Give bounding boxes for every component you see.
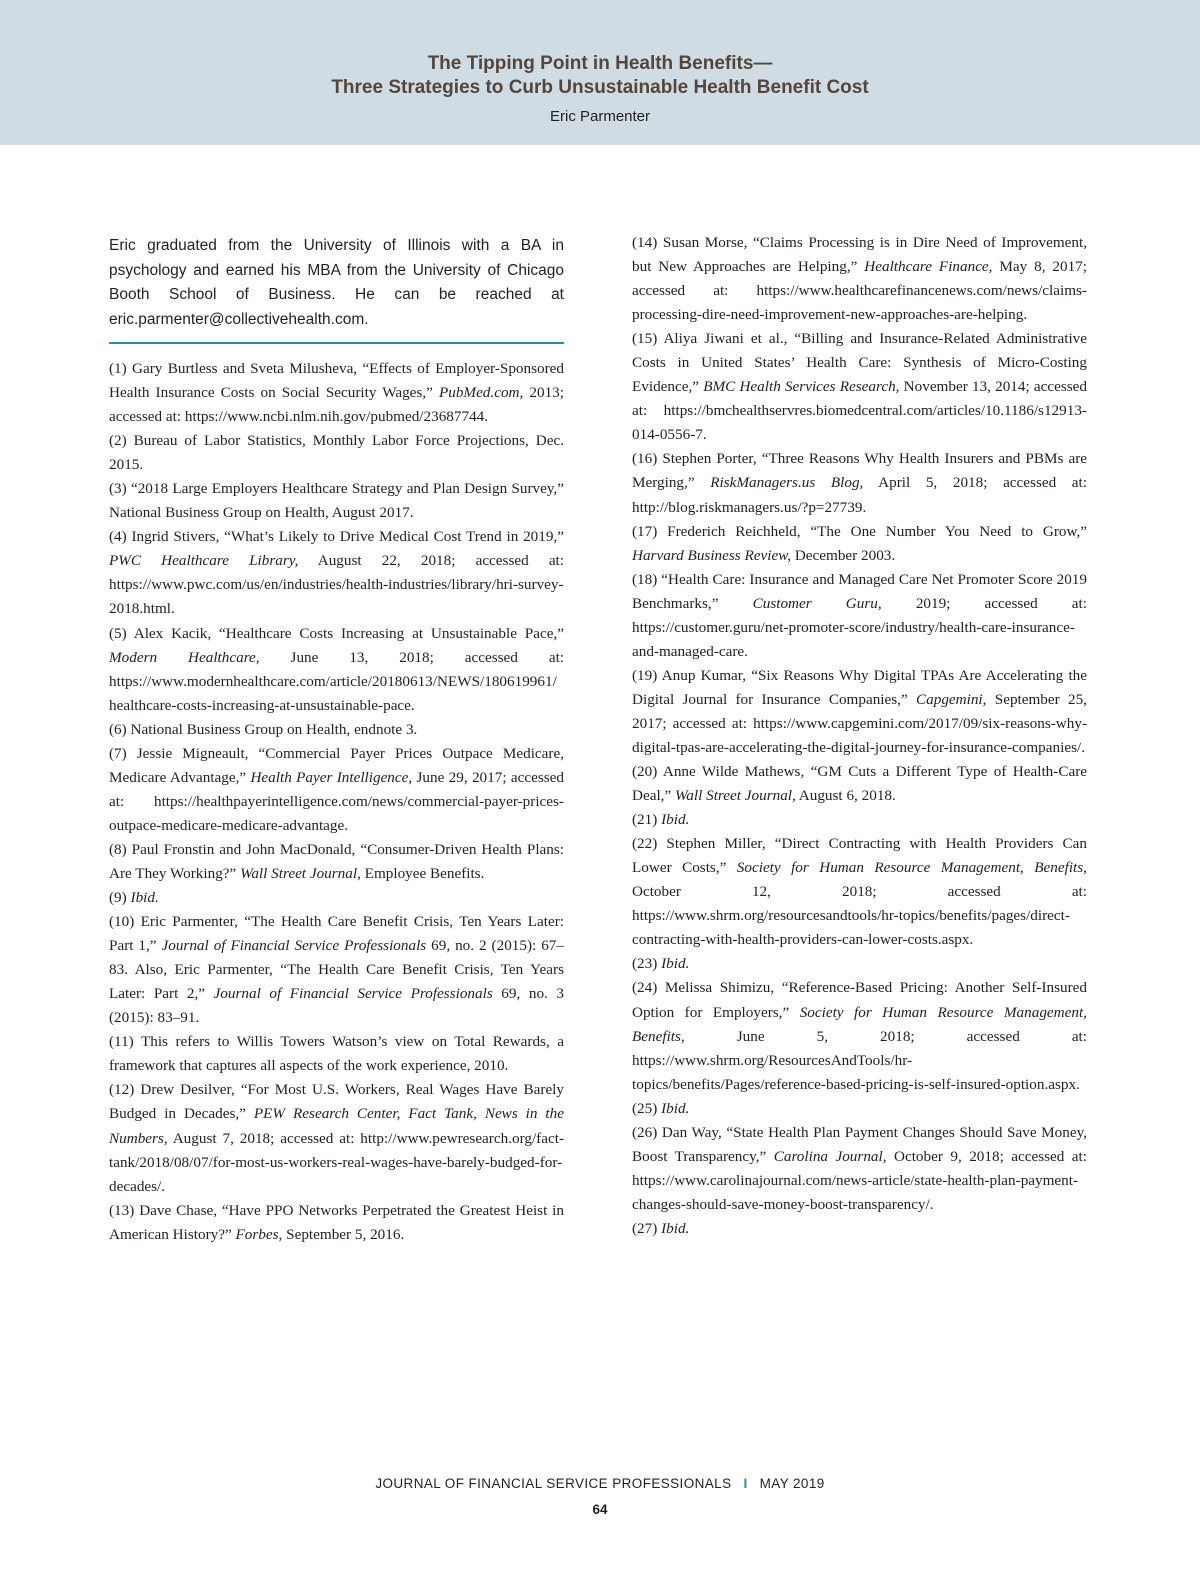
endnote: (10) Eric Parmenter, “The Health Care Benefit Crisis, Ten Years Later: Part 1,” Journal of Financial Service Professionals 69, no. 2 (2015): 67–83. Also, Eric Parmenter, “The Health Care Benefit Crisis, Ten Years Later: Part 2,” Journal of Financial Service Professionals 69, no. 3 (2015): 83–91. [109,913,564,1027]
endnote: (1) Gary Burtless and Sveta Milusheva, “Effects of Employer-Sponsored Health Insurance Costs on Social Security Wages,” PubMed.com, 2013; accessed at: https://www.ncbi.nlm.nih.gov/pubmed/23687744. [109,360,564,426]
endnote: (24) Melissa Shimizu, “Reference-Based Pricing: Another Self-Insured Option for Employers,” Society for Human Resource Management, Benefits, June 5, 2018; accessed at: https://www.shrm.org/ResourcesAndTools/hr-topics/benefits/Pages/reference-based-pricing-is-self-insured-option.aspx. [632,979,1087,1093]
endnote: (23) Ibid. [632,955,690,973]
endnotes-right-column [632,231,1087,1241]
issue-date: MAY 2019 [759,1476,825,1491]
endnote: (3) “2018 Large Employers Healthcare Strategy and Plan Design Survey,” National Business Group on Health, August 2017. [109,480,564,522]
article-title-line-2: Three Strategies to Curb Unsustainable Health Benefit Cost [331,77,869,98]
endnote: (6) National Business Group on Health, endnote 3. [109,720,418,738]
section-divider [109,342,564,344]
endnote: (19) Anup Kumar, “Six Reasons Why Digital TPAs Are Accelerating the Digital Journal for Insurance Companies,” Capgemini, September 25, 2017; accessed at: https://www.capgemini.com/2017/09/six-reasons-why-digital-tpas-are-accelerating-the-digital-journey-for-insurance-companies/. [632,666,1087,756]
endnote: (11) This refers to Willis Towers Watson’s view on Total Rewards, a framework that captures all aspects of the work experience, 2010. [109,1033,564,1075]
endnote: (27) Ibid. [632,1219,690,1237]
endnote: (9) Ibid. [109,889,159,907]
endnote: (16) Stephen Porter, “Three Reasons Why Health Insurers and PBMs are Merging,” RiskManagers.us Blog, April 5, 2018; accessed at: http://blog.riskmanagers.us/?p=27739. [632,450,1087,516]
page-header [0,0,1200,145]
endnote: (14) Susan Morse, “Claims Processing is in Dire Need of Improvement, but New Approaches are Helping,” Healthcare Finance, May 8, 2017; accessed at: https://www.healthcarefinancenews.com/news/claims-processing-dire-need-improvement-new-approaches-are-helping. [632,234,1087,324]
article-title [0,52,1200,100]
endnote: (5) Alex Kacik, “Healthcare Costs Increasing at Unsustainable Pace,” Modern Healthcare, June 13, 2018; accessed at: https://www.modernhealthcare.com/article/20180613/NEWS/180619961/healthcare-costs-increasing-at-unsustainable-pace. [109,624,565,714]
footer-separator: I [743,1476,748,1491]
endnote: (17) Frederich Reichheld, “The One Number You Need to Grow,” Harvard Business Review, December 2003. [632,522,1087,564]
endnote: (8) Paul Fronstin and John MacDonald, “Consumer-Driven Health Plans: Are They Working?” Wall Street Journal, Employee Benefits. [109,840,564,882]
endnote: (4) Ingrid Stivers, “What’s Likely to Drive Medical Cost Trend in 2019,” PWC Healthcare Library, August 22, 2018; accessed at: https://www.pwc.com/us/en/industries/health-industries/library/hri-survey-2018.html. [109,528,564,618]
author-bio: Eric graduated from the University of Illinois with a BA in psychology and earned his MBA from the University of Chicago Booth School of Business. He can be reached at eric.parmenter@collectivehealth.com. [109,237,564,328]
endnote: (15) Aliya Jiwani et al., “Billing and Insurance-Related Administrative Costs in United States’ Health Care: Synthesis of Micro-Costing Evidence,” BMC Health Services Research, November 13, 2014; accessed at: https://bmchealthservres.biomedcentral.com/articles/10.1186/s12913-014-0556-7. [632,330,1087,444]
article-title-line-1: The Tipping Point in Health Benefits— [427,53,773,74]
endnote: (21) Ibid. [632,811,690,829]
endnote: (20) Anne Wilde Mathews, “GM Cuts a Different Type of Health-Care Deal,” Wall Street Journal, August 6, 2018. [632,763,1087,805]
endnotes-left-column [109,357,564,1247]
endnote: (25) Ibid. [632,1099,690,1117]
endnote: (7) Jessie Migneault, “Commercial Payer Prices Outpace Medicare, Medicare Advantage,” Health Payer Intelligence, June 29, 2017; accessed at: https://healthpayerintelligence.com/news/commercial-payer-prices-outpace-medicare-medicare-advantage. [109,744,564,834]
article-author: Eric Parmenter [549,108,651,125]
endnote: (2) Bureau of Labor Statistics, Monthly Labor Force Projections, Dec. 2015. [109,432,564,474]
endnote: (18) “Health Care: Insurance and Managed Care Net Promoter Score 2019 Benchmarks,” Customer Guru, 2019; accessed at: https://customer.guru/net-promoter-score/industry/health-care-insurance-and-managed-care. [632,570,1087,660]
journal-name: JOURNAL OF FINANCIAL SERVICE PROFESSIONALS [375,1476,732,1491]
page-footer [0,1476,1200,1491]
endnote: (26) Dan Way, “State Health Plan Payment Changes Should Save Money, Boost Transparency,” Carolina Journal, October 9, 2018; accessed at: https://www.carolinajournal.com/news-article/state-health-plan-payment-changes-should-save-money-boost-transparency/. [632,1123,1087,1213]
endnote: (13) Dave Chase, “Have PPO Networks Perpetrated the Greatest Heist in American History?” Forbes, September 5, 2016. [109,1201,564,1243]
endnote: (22) Stephen Miller, “Direct Contracting with Health Providers Can Lower Costs,” Society for Human Resource Management, Benefits, October 12, 2018; accessed at: https://www.shrm.org/resourcesandtools/hr-topics/benefits/pages/direct-contracting-with-health-providers-can-lower-costs.aspx. [632,835,1087,949]
page-number: 64 [592,1502,608,1517]
endnote: (12) Drew Desilver, “For Most U.S. Workers, Real Wages Have Barely Budged in Decades,” PEW Research Center, Fact Tank, News in the Numbers, August 7, 2018; accessed at: http://www.pewresearch.org/fact-tank/2018/08/07/for-most-us-workers-real-wages-have-barely-budged-for-decades/. [109,1081,564,1195]
